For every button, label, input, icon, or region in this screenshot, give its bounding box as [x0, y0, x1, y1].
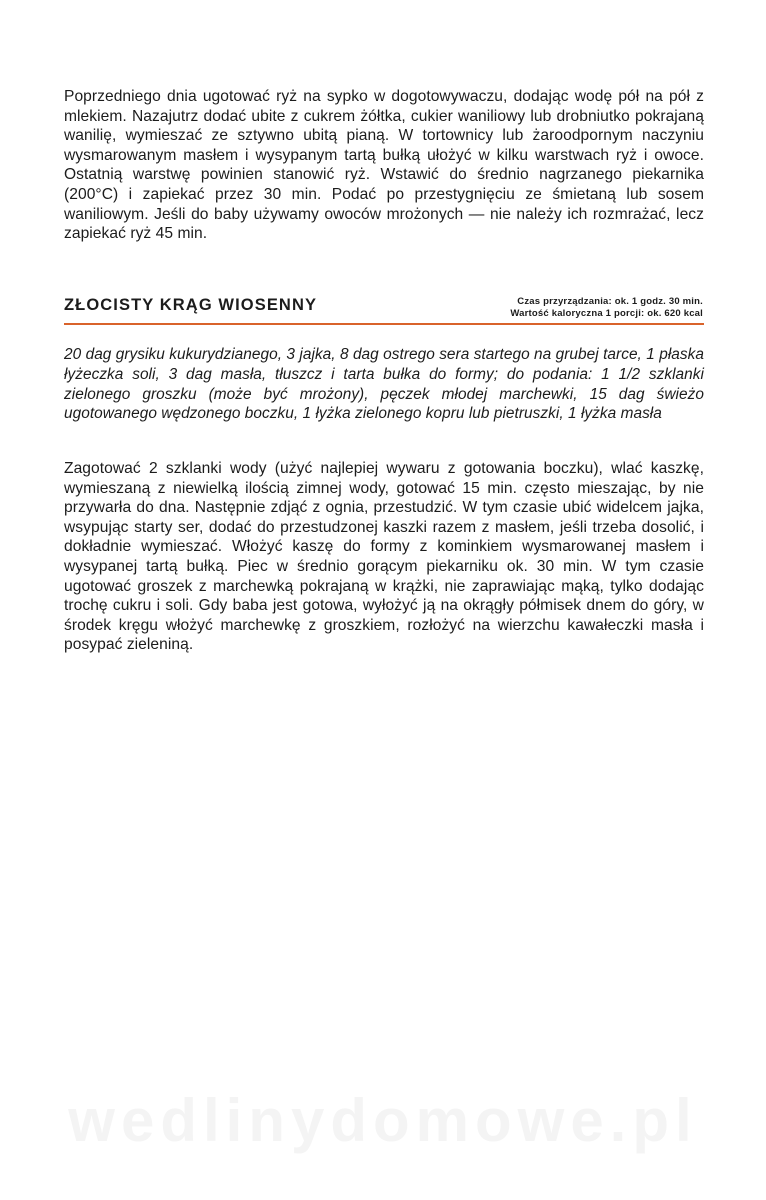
calories: Wartość kaloryczna 1 porcji: ok. 620 kcal	[510, 308, 703, 319]
title-divider	[64, 323, 704, 325]
recipe-title: ZŁOCISTY KRĄG WIOSENNY	[64, 296, 318, 314]
recipe-meta	[510, 296, 703, 320]
prep-time: Czas przyrządzania: ok. 1 godz. 30 min.	[517, 296, 703, 307]
method-paragraph: Zagotować 2 szklanki wody (użyć najlepiej wywaru z gotowania boczku), wlać kaszkę, wymieszaną z niewielką ilością zimnej wody, gotować 15 min. często mieszając, by nie przywarła do dna. Następnie zdjąć z ognia, przestudzić. W tym czasie ubić widelcem jajka, wsypując starty ser, dodać do przestudzonej kaszki razem z masłem, jeśli trzeba dosolić, i dokładnie wymieszać. Włożyć kaszę do formy z kominkiem wysmarowanej masłem i wysypanej tartą bułką. Piec w średnio gorącym piekarniku ok. 30 min. W tym czasie ugotować groszek z marchewką pokrajaną w krążki, nie zaprawiając mąką, tylko dodając trochę cukru i soli. Gdy baba jest gotowa, wyłożyć ją na okrągły półmisek dnem do góry, w środek kręgu włożyć marchewkę z groszkiem, rozłożyć na wierzchu kawałeczki masła i posypać zieleniną.	[64, 460, 704, 654]
ingredients-list: 20 dag grysiku kukurydzianego, 3 jajka, 8 dag ostrego sera startego na grubej tarce, 1 płaska łyżeczka soli, 3 dag masła, tłuszcz i tarta bułka do formy; do podania: 1 1/2 szklanki zielonego groszku (może być mrożony), pęczek młodej marchewki, 15 dag świeżo ugotowanego wędzonego boczku, 1 łyżka zielonego kopru lub pietruszki, 1 łyżka masła	[64, 346, 704, 423]
intro-paragraph: Poprzedniego dnia ugotować ryż na sypko w dogotowywaczu, dodając wodę pół na pół z mlekiem. Nazajutrz dodać ubite z cukrem żółtka, cukier waniliowy lub drobniutko pokrajaną wanilię, wymieszać ze sztywno ubitą pianą. W tortownicy lub żaroodpornym naczyniu wysmarowanym masłem i wysypanym tartą bułką ułożyć w kilku warstwach ryż i owoce. Ostatnią warstwę powinien stanowić ryż. Wstawić do średnio nagrzanego piekarnika (200°C) i zapiekać przez 30 min. Podać po przestygnięciu ze śmietaną lub sosem waniliowym. Jeśli do baby używamy owoców mrożonych — nie należy ich rozmrażać, lecz zapiekać ryż 45 min.	[64, 88, 704, 243]
watermark: wedlinydomowe.pl	[68, 1087, 698, 1154]
